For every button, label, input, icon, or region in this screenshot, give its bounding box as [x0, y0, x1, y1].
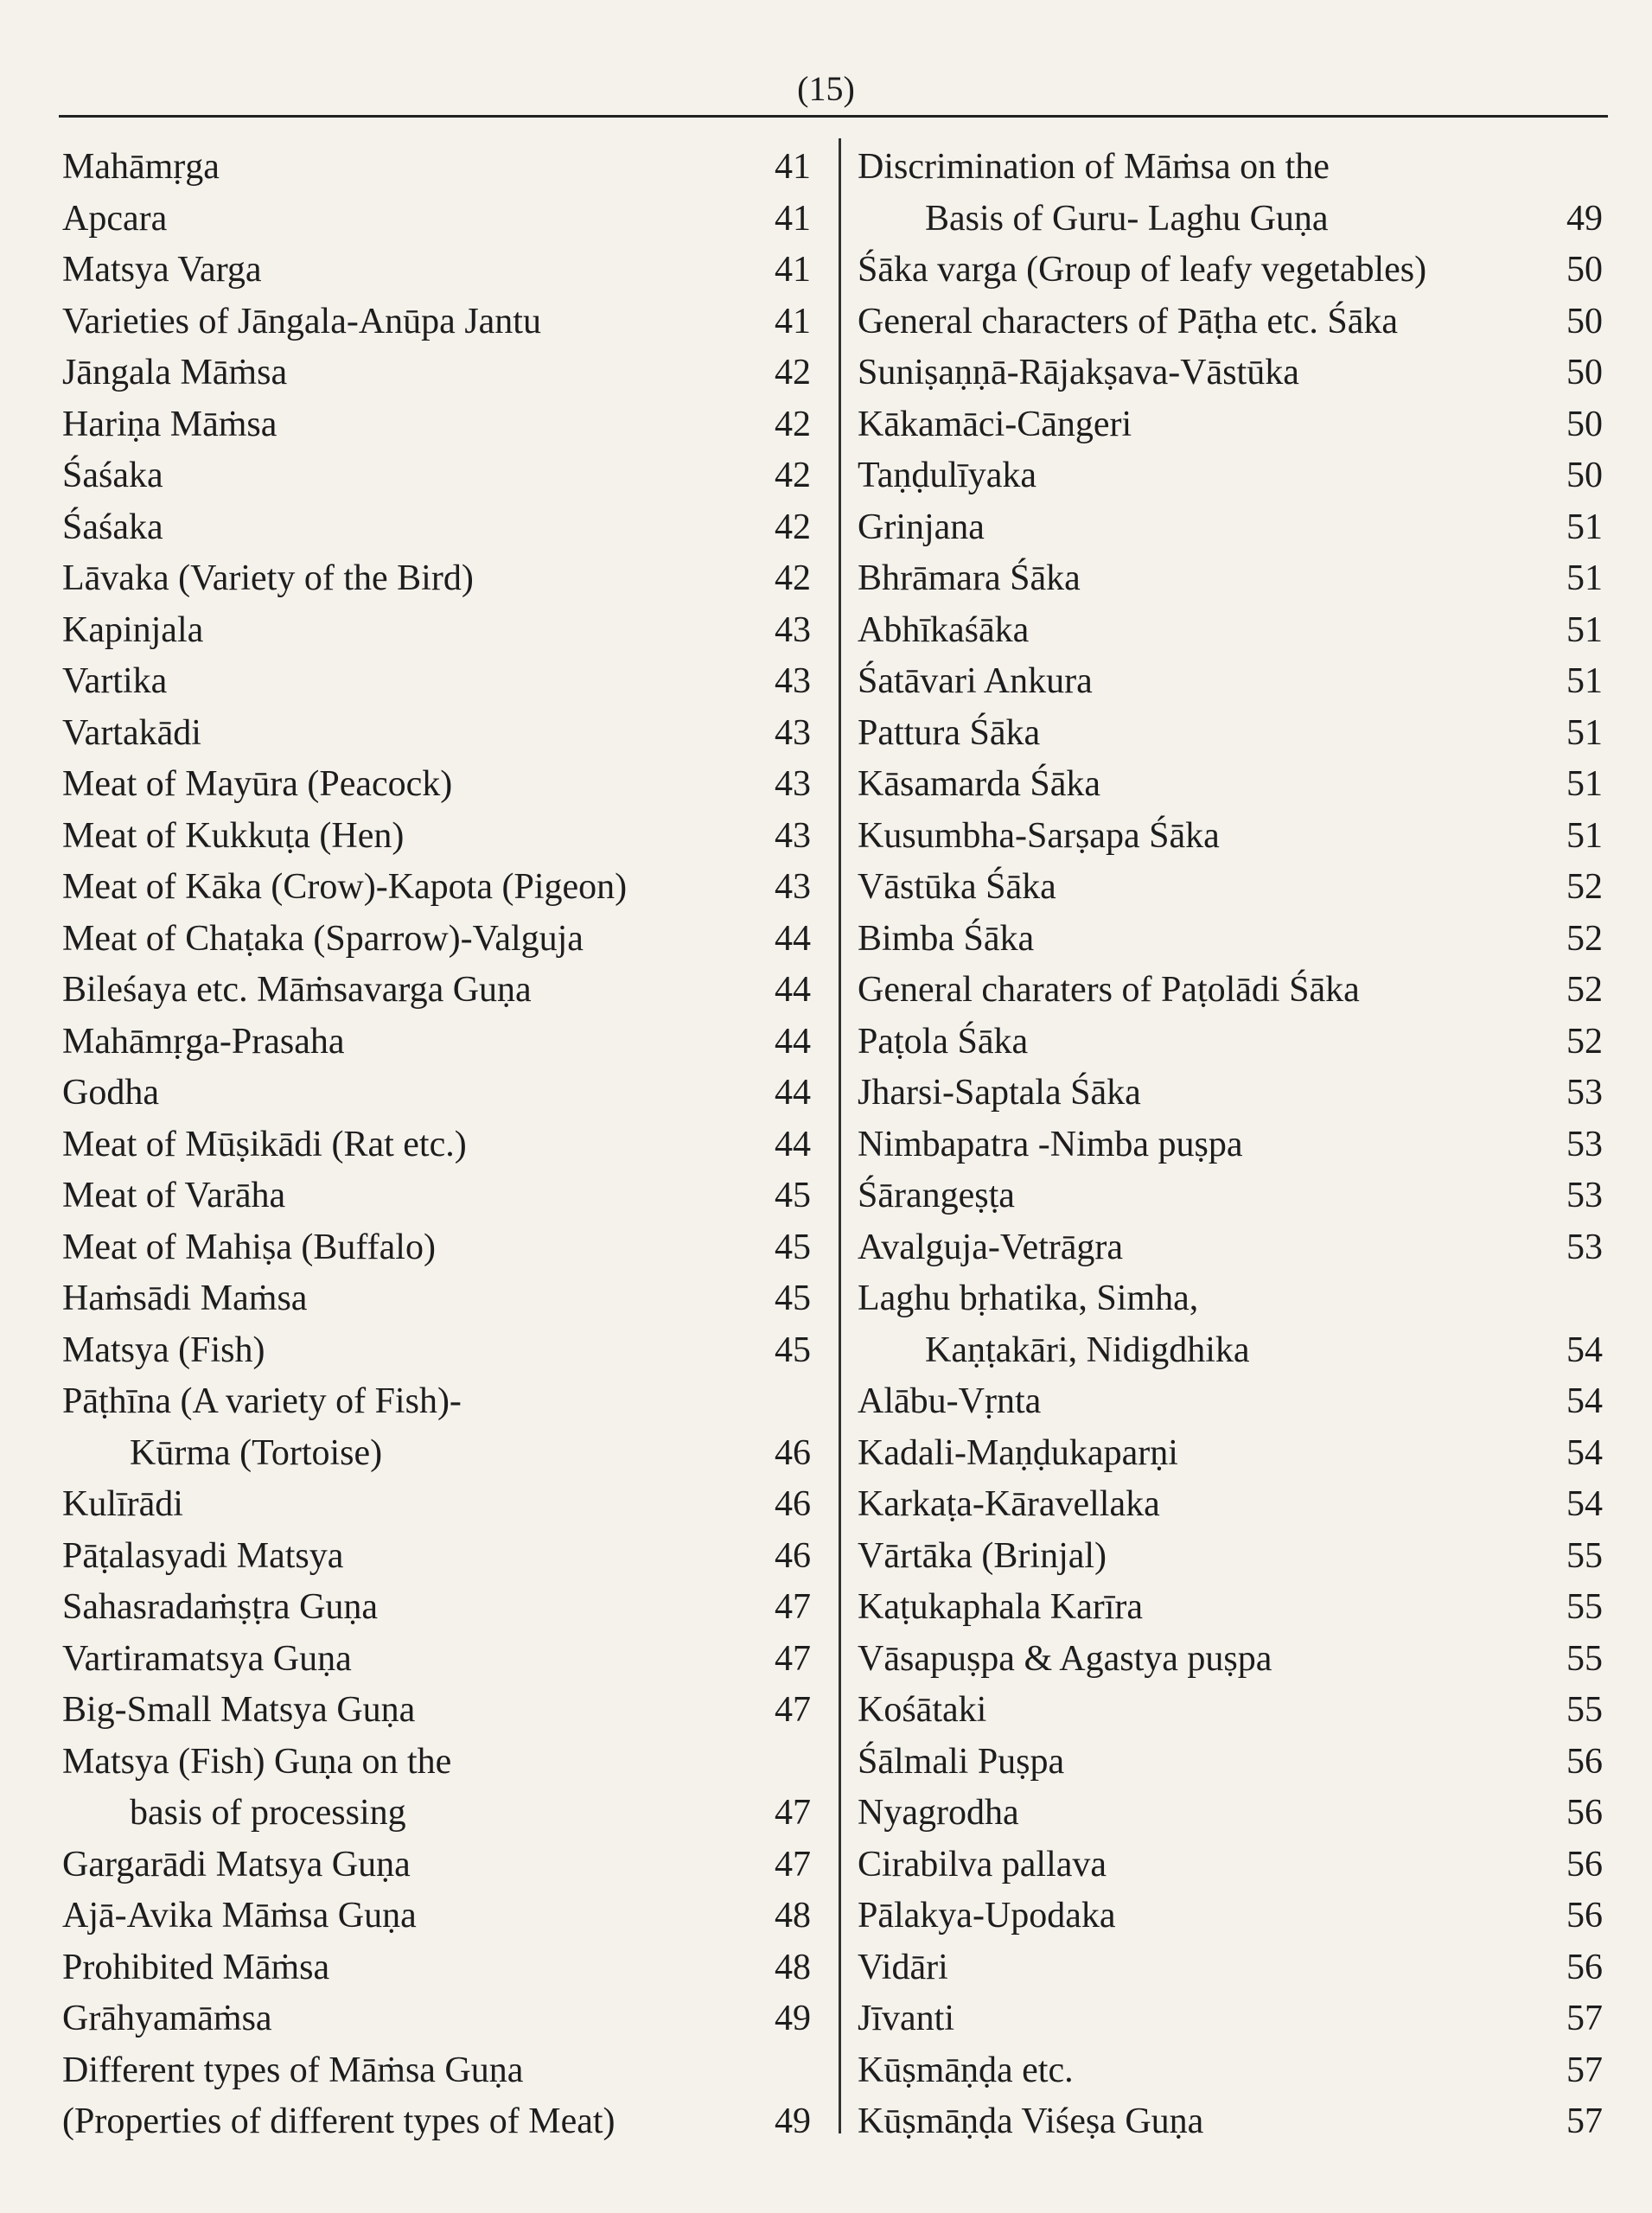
toc-entry-page: 42	[775, 507, 811, 547]
header-rule	[59, 115, 1608, 118]
toc-entry-title: Vartiramatsya Guṇa	[62, 1638, 352, 1679]
toc-entry-page: 54	[1566, 1484, 1603, 1524]
toc-entry	[858, 811, 1603, 863]
toc-entry-title: Kūṣmāṇḍa etc.	[858, 2050, 1074, 2090]
toc-entry	[858, 759, 1603, 811]
toc-entry-page: 56	[1566, 1947, 1603, 1987]
toc-entry-page: 51	[1566, 661, 1603, 701]
toc-entry-page: 45	[775, 1227, 811, 1267]
toc-entry	[62, 348, 811, 399]
toc-entry-title: Śālmali Puṣpa	[858, 1741, 1065, 1782]
toc-entry-title: Bhrāmara Śāka	[858, 558, 1081, 598]
toc-entry-title: Matsya (Fish) Guṇa on the	[62, 1741, 452, 1782]
toc-entry-page: 47	[775, 1587, 811, 1627]
toc-entry	[62, 142, 811, 194]
toc-entry-title: basis of processing	[130, 1793, 406, 1833]
toc-entry-page: 53	[1566, 1073, 1603, 1113]
toc-entry-page: 57	[1566, 2101, 1603, 2141]
toc-entry-title: Different types of Māṁsa Guṇa	[62, 2050, 524, 2090]
toc-entry-title: Discrimination of Māṁsa on the	[858, 147, 1330, 187]
toc-entry-page: 46	[775, 1432, 811, 1473]
toc-entry-title: Laghu bṛhatika, Simha,	[858, 1279, 1199, 1318]
toc-entry-title: Meat of Mahiṣa (Buffalo)	[62, 1227, 436, 1267]
toc-entry	[858, 656, 1603, 708]
toc-entry-title: General charaters of Paṭolādi Śāka	[858, 970, 1360, 1010]
toc-entry-page: 43	[775, 661, 811, 701]
toc-entry-title: Pālakya-Upodaka	[858, 1896, 1116, 1936]
toc-entry-title: Vartakādi	[62, 712, 201, 753]
toc-entry	[62, 759, 811, 811]
toc-entry	[62, 1325, 811, 1377]
toc-entry	[858, 245, 1603, 297]
toc-entry-page: 41	[775, 250, 811, 290]
toc-entry-title: Cirabilva pallava	[858, 1844, 1107, 1885]
toc-entry-page: 49	[1566, 198, 1603, 239]
toc-entry	[62, 297, 811, 348]
toc-entry-page: 42	[775, 558, 811, 598]
toc-entry-title: Śatāvari Ankura	[858, 661, 1093, 701]
toc-entry-page: 45	[775, 1176, 811, 1215]
toc-entry	[858, 1376, 1603, 1428]
toc-entry-title: Kadali-Maṇḍukaparṇi	[858, 1432, 1178, 1473]
toc-entry-page: 49	[775, 1999, 811, 2038]
toc-entry-title: Haṁsādi Maṁsa	[62, 1279, 308, 1318]
toc-entry-title: Jīvanti	[858, 1999, 954, 2038]
toc-entry-title: Godha	[62, 1073, 159, 1113]
toc-entry-page: 42	[775, 353, 811, 392]
toc-entry-title: Kusumbha-Sarṣapa Śāka	[858, 815, 1220, 856]
toc-entry	[858, 1840, 1603, 1891]
toc-entry-title: Kūrma (Tortoise)	[130, 1432, 383, 1473]
toc-entry	[62, 1737, 811, 1789]
toc-entry-page: 51	[1566, 764, 1603, 804]
toc-entry	[858, 1273, 1603, 1325]
toc-entry-title: Kākamāci-Cāngeri	[858, 404, 1132, 444]
toc-entry	[62, 1840, 811, 1891]
toc-entry-title: Matsya (Fish)	[62, 1330, 265, 1370]
toc-entry-page: 51	[1566, 609, 1603, 650]
toc-entry-page: 52	[1566, 867, 1603, 907]
toc-entry-title: Matsya Varga	[62, 250, 262, 290]
toc-entry-page: 50	[1566, 250, 1603, 290]
toc-entry	[858, 1891, 1603, 1942]
toc-entry-page: 48	[775, 1947, 811, 1987]
toc-entry-title: Vidāri	[858, 1947, 948, 1987]
toc-entry-title: Kulīrādi	[62, 1484, 183, 1524]
toc-entry-title: Grinjana	[858, 507, 985, 547]
toc-entry	[62, 245, 811, 297]
toc-entry	[62, 1376, 811, 1428]
toc-entry-title: Jāngala Māṁsa	[62, 353, 288, 392]
toc-entry	[62, 656, 811, 708]
toc-entry	[858, 1479, 1603, 1531]
toc-entry	[62, 1068, 811, 1119]
toc-entry	[858, 1531, 1603, 1583]
toc-entry	[62, 1222, 811, 1274]
toc-entry	[62, 862, 811, 914]
toc-entry-title: Vartika	[62, 661, 168, 701]
toc-entry-page: 53	[1566, 1227, 1603, 1267]
toc-entry	[62, 1634, 811, 1686]
toc-entry-title: Nimbapatra -Nimba puṣpa	[858, 1124, 1243, 1164]
toc-entry-title: Śāka varga (Group of leafy vegetables)	[858, 250, 1427, 290]
toc-entry	[62, 1891, 811, 1942]
toc-entry-page: 50	[1566, 353, 1603, 392]
toc-entry	[62, 1993, 811, 2045]
toc-entry-title: Basis of Guru- Laghu Guṇa	[925, 198, 1329, 239]
toc-entry	[858, 1119, 1603, 1171]
toc-entry-page: 53	[1566, 1124, 1603, 1164]
toc-entry-page: 47	[775, 1844, 811, 1885]
toc-entry	[62, 811, 811, 863]
toc-entry-title: Kapinjala	[62, 609, 204, 650]
toc-entry	[62, 553, 811, 605]
toc-entry-title: Vārtāka (Brinjal)	[858, 1535, 1107, 1576]
toc-right-column	[858, 142, 1603, 2148]
toc-entry	[858, 399, 1603, 451]
toc-entry-title: Abhīkaśāka	[858, 609, 1030, 650]
toc-entry-title: Kūṣmāṇḍa Viśeṣa Guṇa	[858, 2101, 1204, 2141]
toc-entry-title: Prohibited Māṁsa	[62, 1947, 330, 1987]
toc-entry-page: 44	[775, 1124, 811, 1164]
toc-entry-title: Kośātaki	[858, 1690, 987, 1730]
toc-entry-page: 55	[1566, 1535, 1603, 1576]
toc-entry	[858, 1582, 1603, 1634]
toc-entry-title: Bimba Śāka	[858, 918, 1035, 959]
toc-entry	[62, 2045, 811, 2097]
toc-entry-page: 50	[1566, 404, 1603, 444]
toc-entry	[62, 1582, 811, 1634]
toc-entry-title: Meat of Varāha	[62, 1176, 286, 1215]
toc-entry-page: 56	[1566, 1896, 1603, 1936]
toc-entry-title: Bileśaya etc. Māṁsavarga Guṇa	[62, 970, 532, 1010]
toc-entry	[858, 914, 1603, 966]
toc-entry	[62, 708, 811, 760]
toc-entry	[858, 1068, 1603, 1119]
toc-entry	[62, 1428, 811, 1480]
toc-entry	[62, 2096, 811, 2148]
toc-entry-title: Paṭola Śāka	[858, 1021, 1029, 1062]
toc-left-column	[62, 142, 811, 2148]
toc-entry-page: 54	[1566, 1432, 1603, 1473]
toc-entry-page: 55	[1566, 1638, 1603, 1679]
toc-entry-page: 46	[775, 1535, 811, 1576]
toc-entry	[858, 862, 1603, 914]
toc-entry-page: 56	[1566, 1844, 1603, 1885]
toc-entry-title: Pāṭhīna (A variety of Fish)-	[62, 1381, 462, 1421]
toc-entry-page: 45	[775, 1330, 811, 1370]
toc-entry	[62, 399, 811, 451]
toc-entry-title: Meat of Chaṭaka (Sparrow)-Valguja	[62, 918, 584, 959]
toc-entry	[62, 965, 811, 1017]
toc-entry	[858, 1634, 1603, 1686]
toc-entry-page: 41	[775, 147, 811, 187]
page-number: (15)	[797, 69, 855, 108]
column-divider	[839, 138, 841, 2133]
toc-entry-title: Pāṭalasyadi Matsya	[62, 1535, 344, 1576]
toc-entry-page: 42	[775, 456, 811, 495]
toc-entry	[858, 2045, 1603, 2097]
toc-entry-page: 56	[1566, 1793, 1603, 1833]
toc-entry-title: Meat of Mūṣikādi (Rat etc.)	[62, 1124, 467, 1164]
toc-entry	[858, 450, 1603, 502]
toc-entry-page: 42	[775, 404, 811, 444]
toc-entry	[858, 708, 1603, 760]
toc-entry-title: Kaṭukaphala Karīra	[858, 1587, 1143, 1627]
toc-entry-page: 44	[775, 918, 811, 959]
toc-entry	[62, 1017, 811, 1068]
toc-entry-title: Vāsapuṣpa & Agastya puṣpa	[858, 1638, 1272, 1679]
toc-entry	[858, 142, 1603, 194]
toc-entry	[858, 965, 1603, 1017]
toc-entry-title: Nyagrodha	[858, 1793, 1019, 1833]
toc-entry	[858, 1788, 1603, 1840]
toc-entry-title: Mahāmṛga	[62, 147, 220, 187]
toc-entry	[858, 1737, 1603, 1789]
toc-entry-page: 48	[775, 1896, 811, 1936]
toc-entry-title: Avalguja-Vetrāgra	[858, 1227, 1124, 1267]
toc-entry-title: Pattura Śāka	[858, 712, 1041, 753]
toc-entry-title: Grāhyamāṁsa	[62, 1999, 272, 2038]
toc-entry	[62, 914, 811, 966]
toc-entry	[62, 194, 811, 246]
toc-entry	[858, 297, 1603, 348]
toc-entry-title: Taṇḍulīyaka	[858, 456, 1036, 495]
toc-entry-page: 47	[775, 1793, 811, 1833]
toc-entry-title: General characters of Pāṭha etc. Śāka	[858, 301, 1398, 341]
toc-entry	[62, 1531, 811, 1583]
toc-entry-title: Śaśaka	[62, 456, 163, 495]
toc-entry-page: 43	[775, 815, 811, 856]
toc-entry-page: 52	[1566, 1021, 1603, 1062]
toc-entry-page: 51	[1566, 558, 1603, 598]
toc-entry-page: 47	[775, 1690, 811, 1730]
toc-entry-title: (Properties of different types of Meat)	[62, 2101, 616, 2141]
toc-entry-title: Karkaṭa-Kāravellaka	[858, 1484, 1160, 1524]
toc-entry-title: Śārangeṣṭa	[858, 1176, 1015, 1215]
toc-entry-title: Gargarādi Matsya Guṇa	[62, 1844, 411, 1885]
toc-entry-title: Śaśaka	[62, 507, 163, 547]
toc-entry	[62, 605, 811, 657]
toc-entry	[858, 1222, 1603, 1274]
toc-entry-page: 43	[775, 609, 811, 650]
toc-entry-page: 50	[1566, 456, 1603, 495]
toc-entry-page: 56	[1566, 1741, 1603, 1782]
toc-entry-title: Ajā-Avika Māṁsa Guṇa	[62, 1896, 417, 1936]
toc-entry	[858, 605, 1603, 657]
toc-entry-page: 43	[775, 764, 811, 804]
toc-entry-page: 52	[1566, 970, 1603, 1010]
toc-entry-title: Kāsamarda Śāka	[858, 764, 1101, 804]
toc-entry-page: 44	[775, 1021, 811, 1062]
toc-entry	[858, 1993, 1603, 2045]
toc-entry-page: 51	[1566, 815, 1603, 856]
toc-entry-page: 57	[1566, 2050, 1603, 2090]
toc-entry	[858, 1942, 1603, 1994]
toc-entry	[62, 1685, 811, 1737]
toc-entry-title: Big-Small Matsya Guṇa	[62, 1690, 416, 1730]
toc-entry-title: Kaṇṭakāri, Nidigdhika	[925, 1330, 1250, 1370]
toc-entry	[62, 502, 811, 554]
toc-entry-page: 51	[1566, 507, 1603, 547]
toc-entry-title: Sahasradaṁṣṭra Guṇa	[62, 1587, 379, 1627]
toc-entry-page: 54	[1566, 1381, 1603, 1421]
toc-entry	[62, 1273, 811, 1325]
toc-entry	[858, 194, 1603, 246]
toc-entry-page: 50	[1566, 301, 1603, 341]
toc-entry	[858, 1170, 1603, 1222]
toc-entry	[858, 502, 1603, 554]
toc-entry-page: 44	[775, 970, 811, 1010]
toc-entry	[858, 348, 1603, 399]
toc-entry-title: Vāstūka Śāka	[858, 867, 1056, 907]
toc-entry-title: Meat of Mayūra (Peacock)	[62, 764, 453, 804]
toc-entry	[858, 1325, 1603, 1377]
toc-entry-page: 55	[1566, 1587, 1603, 1627]
toc-entry-title: Mahāmṛga-Prasaha	[62, 1021, 345, 1062]
toc-entry	[858, 2096, 1603, 2148]
toc-entry	[62, 1942, 811, 1994]
toc-entry-title: Lāvaka (Variety of the Bird)	[62, 558, 474, 598]
toc-entry-page: 44	[775, 1073, 811, 1113]
toc-entry-page: 47	[775, 1638, 811, 1679]
toc-entry	[62, 1788, 811, 1840]
toc-entry-title: Alābu-Vṛnta	[858, 1381, 1042, 1421]
toc-entry-page: 43	[775, 712, 811, 753]
toc-entry-page: 54	[1566, 1330, 1603, 1370]
toc-entry	[62, 1119, 811, 1171]
toc-entry-page: 57	[1566, 1999, 1603, 2038]
toc-entry-title: Meat of Kāka (Crow)-Kapota (Pigeon)	[62, 867, 628, 907]
toc-entry-page: 53	[1566, 1176, 1603, 1215]
toc-entry-title: Apcara	[62, 198, 168, 239]
toc-entry	[858, 1017, 1603, 1068]
toc-entry-page: 51	[1566, 712, 1603, 753]
toc-entry-page: 41	[775, 301, 811, 341]
toc-entry-page: 43	[775, 867, 811, 907]
toc-entry	[858, 1428, 1603, 1480]
toc-entry	[62, 1170, 811, 1222]
toc-entry-page: 41	[775, 198, 811, 239]
toc-entry	[62, 450, 811, 502]
toc-entry-title: Hariṇa Māṁsa	[62, 404, 277, 444]
toc-entry-page: 46	[775, 1484, 811, 1524]
toc-entry	[858, 553, 1603, 605]
toc-entry	[62, 1479, 811, 1531]
toc-entry-page: 52	[1566, 918, 1603, 959]
toc-entry-title: Jharsi-Saptala Śāka	[858, 1073, 1141, 1113]
toc-entry	[858, 1685, 1603, 1737]
toc-entry-page: 45	[775, 1279, 811, 1318]
toc-entry-page: 49	[775, 2101, 811, 2141]
toc-entry-page: 55	[1566, 1690, 1603, 1730]
toc-entry-title: Varieties of Jāngala-Anūpa Jantu	[62, 301, 541, 341]
toc-entry-title: Suniṣaṇṇā-Rājakṣava-Vāstūka	[858, 353, 1299, 392]
toc-entry-title: Meat of Kukkuṭa (Hen)	[62, 815, 405, 856]
